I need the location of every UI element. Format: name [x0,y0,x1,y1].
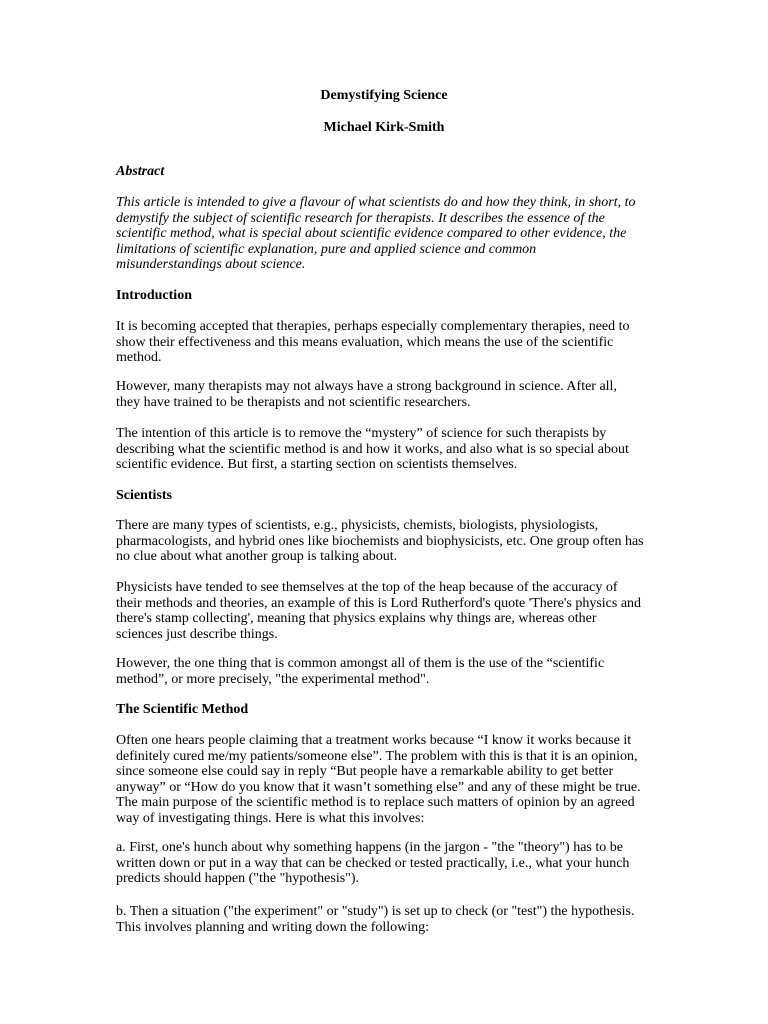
paragraph-line: The main purpose of the scientific method is to replace such matters of opinion by an agreed [116,795,635,810]
paragraph [116,656,656,687]
paragraph-line: Often one hears people claiming that a treatment works because “I know it works because it [116,733,632,748]
paragraph-line: definitely cured me/my patients/someone else”. The problem with this is that it is an opinion, [116,748,638,764]
paragraph [116,840,656,887]
paragraph-line: pharmacologists, and hybrid ones like biochemists and biophysicists, etc. One group often has [116,533,644,549]
paragraph-line: Physicists have tended to see themselves at the top of the heap because of the accuracy of [116,580,618,595]
paragraph [116,426,656,473]
paragraph-line: a. First, one's hunch about why something happens (in the jargon - "the "theory") has to be [116,840,623,855]
paragraph-line: no clue about what another group is talking about. [116,549,398,564]
document-author: Michael Kirk-Smith [323,120,445,135]
paragraph-line: However, many therapists may not always have a strong background in science. After all, [116,379,617,394]
abstract-line: This article is intended to give a flavour of what scientists do and how they think, in short, to [116,195,636,210]
paragraph-line: predicts should happen ("the "hypothesis"). [116,871,360,886]
paragraph-line: sciences just describe things. [116,626,278,642]
paragraph [116,904,656,935]
paragraph-line: way of investigating things. Here is what this involves: [116,810,425,826]
paragraph [116,518,656,565]
paragraph-line: there's stamp collecting', meaning that physics explains why things are, whereas other [116,611,597,626]
abstract-line: scientific method, what is special about scientific evidence compared to other evidence, the [116,226,627,241]
abstract-line: limitations of scientific explanation, pure and applied science and common [116,241,537,257]
paragraph [116,580,656,642]
paragraph-line: b. Then a situation ("the experiment" or "study") is set up to check (or "test") the hypothesis. [116,904,635,919]
paragraph-line: This involves planning and writing down the following: [116,919,430,935]
document-title: Demystifying Science [320,88,448,103]
paragraph-line: method”, or more precisely, "the experimental method". [116,671,430,687]
paragraph-line: There are many types of scientists, e.g., physicists, chemists, biologists, physiologists, [116,518,599,533]
paragraph-line: written down or put in a way that can be checked or tested practically, i.e., what your hunch [116,855,630,871]
paragraph-line: describing what the scientific method is and how it works, and also what is so special about [116,441,629,457]
paragraph [116,733,656,826]
abstract-text [116,195,656,273]
paragraph-line: However, the one thing that is common amongst all of them is the use of the “scientific [116,656,605,671]
paragraph-line: anyway” or “How do you know that it wasn’t something else” and any of these might be true. [116,779,641,795]
paragraph-line: scientific evidence. But first, a starting section on scientists themselves. [116,457,518,472]
abstract-line: demystify the subject of scientific research for therapists. It describes the essence of the [116,210,605,226]
paragraph-line: their methods and theories, an example of this is Lord Rutherford's quote 'There's physics and [116,595,642,611]
paragraph-line: show their effectiveness and this means evaluation, which means the use of the scientific [116,334,614,350]
paragraph-line: It is becoming accepted that therapies, perhaps especially complementary therapies, need to [116,319,630,334]
paragraph [116,379,656,410]
paragraph [116,319,656,366]
section-heading-scientists: Scientists [116,488,172,503]
paragraph-line: they have trained to be therapists and not scientific researchers. [116,394,471,410]
abstract-line: misunderstandings about science. [116,257,306,272]
abstract-heading: Abstract [116,164,165,179]
section-heading-introduction: Introduction [116,288,192,303]
section-heading-scientific-method: The Scientific Method [116,702,249,717]
paragraph-line: since someone else could say in reply “But people have a remarkable ability to get better [116,764,614,779]
paragraph-line: method. [116,350,162,365]
paragraph-line: The intention of this article is to remove the “mystery” of science for such therapists by [116,426,607,441]
